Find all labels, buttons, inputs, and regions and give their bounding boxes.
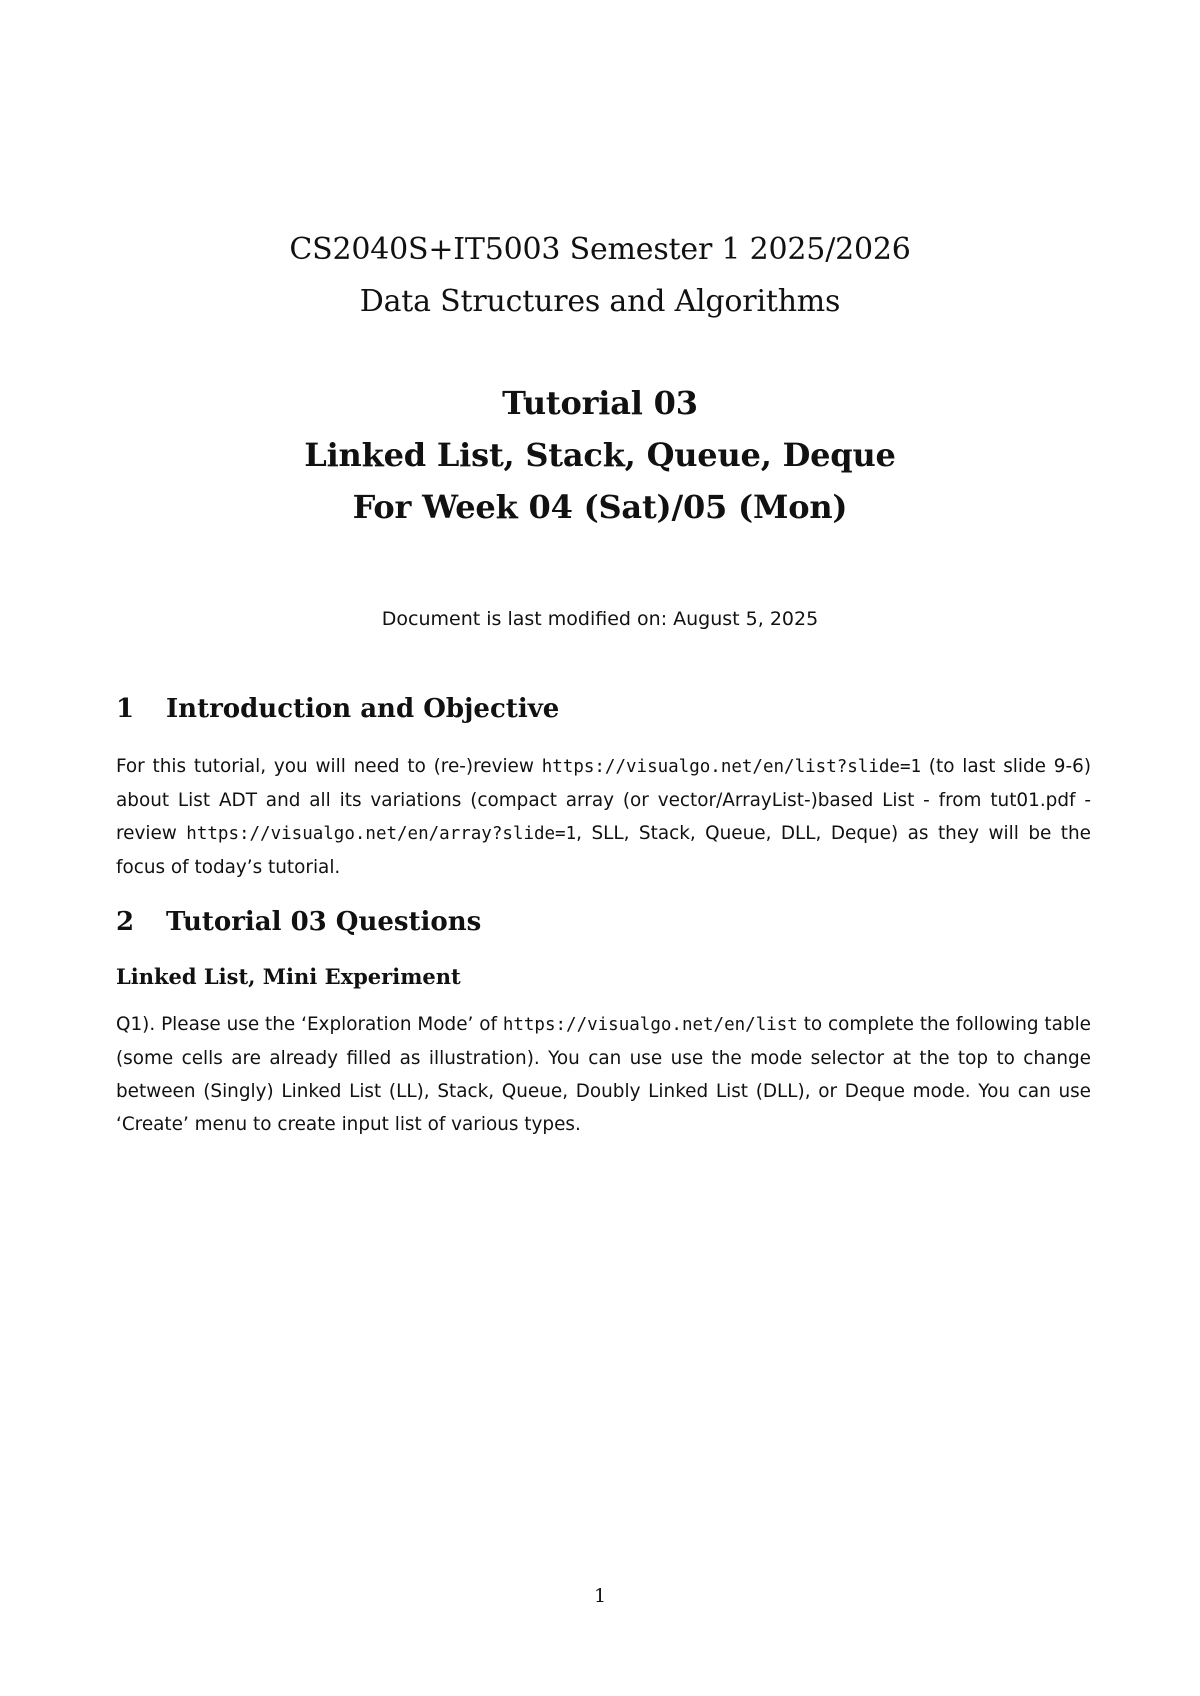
q1-text-1: Q1). Please use the ‘Exploration Mode’ of xyxy=(116,1014,503,1035)
visualgo-list-link[interactable]: https://visualgo.net/en/list?slide=1 xyxy=(541,757,922,777)
section-1-paragraph xyxy=(116,750,1091,884)
section-1-heading xyxy=(116,694,559,724)
q1-text-2: to complete the following table (some cells are already filled as illustration). You can use use the mode selector at the top to change between (Singly) Linked List (LL), Stack, Queue, Doubly Linked List (DLL), or Deque mode. You can use ‘Create’ menu to create input list of various types. xyxy=(116,1014,1091,1135)
last-modified-note: Document is last modified on: August 5, 2025 xyxy=(381,608,819,630)
intro-text-3: , SLL, Stack, Queue, DLL, Deque) as they will be the focus of today’s tutorial. xyxy=(116,823,1091,878)
section-2-heading xyxy=(116,907,481,937)
course-subtitle: Data Structures and Algorithms xyxy=(359,284,841,319)
course-heading: CS2040S+IT5003 Semester 1 2025/2026 xyxy=(289,232,911,267)
section-2-number: 2 xyxy=(116,907,135,937)
visualgo-array-link[interactable]: https://visualgo.net/en/array?slide=1 xyxy=(186,824,577,844)
visualgo-list-exploration-link[interactable]: https://visualgo.net/en/list xyxy=(502,1015,798,1035)
section-1-title: Introduction and Objective xyxy=(166,694,560,724)
subsection-heading: Linked List, Mini Experiment xyxy=(116,964,461,989)
section-2-title: Tutorial 03 Questions xyxy=(166,907,482,937)
page-number: 1 xyxy=(593,1585,607,1607)
section-1-number: 1 xyxy=(116,694,135,724)
tutorial-week: For Week 04 (Sat)/05 (Mon) xyxy=(352,488,848,526)
tutorial-topic: Linked List, Stack, Queue, Deque xyxy=(304,436,896,474)
intro-text-2: (to last slide 9-6) about List ADT and all its variations (compact array (or vector/ArrayList-)based List - from tut01.pdf - review xyxy=(116,756,1091,844)
tutorial-title: Tutorial 03 xyxy=(502,384,698,422)
intro-text-1: For this tutorial, you will need to (re-)review xyxy=(116,756,542,777)
question-1-paragraph xyxy=(116,1008,1091,1141)
